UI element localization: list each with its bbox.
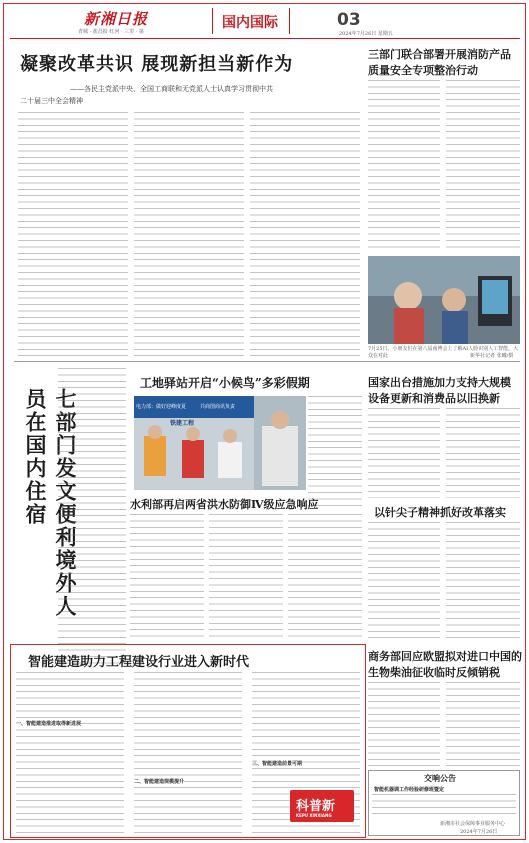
ai-title: 智能建造助力工程建设行业进入新时代 bbox=[28, 655, 250, 670]
masthead-rule bbox=[10, 38, 520, 39]
right-top-title-2: 质量安全专项整治行动 bbox=[368, 64, 478, 77]
rail-photo bbox=[134, 396, 254, 490]
section-title: 国内国际 bbox=[222, 15, 278, 31]
right-top-title-1: 三部门联合部署开展消防产品 bbox=[368, 48, 511, 61]
flood-title: 水利部再启两省洪水防御Ⅳ级应急响应 bbox=[130, 498, 319, 511]
spirit-title: 以针尖子精神抓好改革落实 bbox=[374, 506, 506, 519]
grain-body bbox=[368, 408, 520, 498]
right-top-byline: 新华社记者 张曦/摄 bbox=[470, 353, 514, 359]
right-top-body bbox=[368, 80, 520, 252]
notice-title: 交响公告 bbox=[424, 773, 456, 783]
trade-title-2: 生物柴油征收临时反倾销税 bbox=[368, 666, 500, 679]
grain-title-2: 设备更新和消费品以旧换新 bbox=[368, 392, 500, 405]
tech-badge bbox=[290, 790, 354, 822]
notice-body bbox=[372, 794, 516, 818]
issue-date: 2024年7月26日 星期五 bbox=[339, 31, 393, 37]
trade-body bbox=[368, 682, 520, 766]
rail-title: 工地驿站开启“小候鸟”多彩假期 bbox=[140, 376, 310, 390]
notice-date: 2024年7月26日 bbox=[460, 829, 498, 835]
rail-body bbox=[308, 396, 362, 508]
lead-subtitle-2: 二十届三中全会精神 bbox=[20, 97, 83, 105]
lead-title: 凝聚改革共识 展现新担当新作为 bbox=[20, 54, 294, 75]
right-top-caption: 7月25日，小朋友们在第八届南博会上了解AI人脸识别人工智能。大众在对此 bbox=[368, 346, 519, 359]
rail-badge: 铁建工程 bbox=[170, 420, 195, 427]
notice-line-1: 智能机器调工作经验研修班暨定 bbox=[374, 787, 445, 793]
flood-body bbox=[130, 514, 362, 640]
rail-photo-2 bbox=[254, 396, 306, 490]
right-top-photo bbox=[368, 256, 520, 344]
notice-org: 新湘市社会保障事业服务中心 bbox=[440, 821, 506, 827]
rail-photo-caption-1: 电力部：做好迎峰度夏 bbox=[136, 404, 187, 410]
tech-badge-label: 科普新 bbox=[296, 799, 336, 814]
ai-section-1: 一、智能建造推进取得新进展 bbox=[16, 721, 82, 727]
divider bbox=[14, 361, 520, 362]
ai-section-2: 二、智能建造规模提升 bbox=[134, 779, 185, 785]
page-number: 03 bbox=[337, 10, 361, 30]
trade-title-1: 商务部回应欧盟拟对进口中国的 bbox=[368, 650, 522, 663]
rail-photo-caption-2: 共商图商讯负责 bbox=[200, 404, 236, 410]
tech-badge-sub: KEPU XINXIANG bbox=[296, 813, 332, 818]
lead-subtitle-1: ——各民主党派中央、全国工商联和无党派人士认真学习贯彻中共 bbox=[70, 85, 273, 93]
lead-body-text bbox=[18, 112, 361, 358]
masthead-logo: 新湘日报 bbox=[84, 10, 149, 28]
ai-section-3: 三、智能建造前景可期 bbox=[252, 761, 303, 767]
vertical-body bbox=[58, 368, 126, 668]
spirit-body bbox=[368, 522, 520, 640]
masthead-sub: 青城 · 盐昌报 红河 · 三里 · 第 bbox=[78, 29, 144, 35]
grain-title-1: 国家出台措施加力支持大规模 bbox=[368, 376, 511, 389]
vertical-title: 七部门发文便利境外人员在国内住宿 bbox=[23, 388, 78, 618]
